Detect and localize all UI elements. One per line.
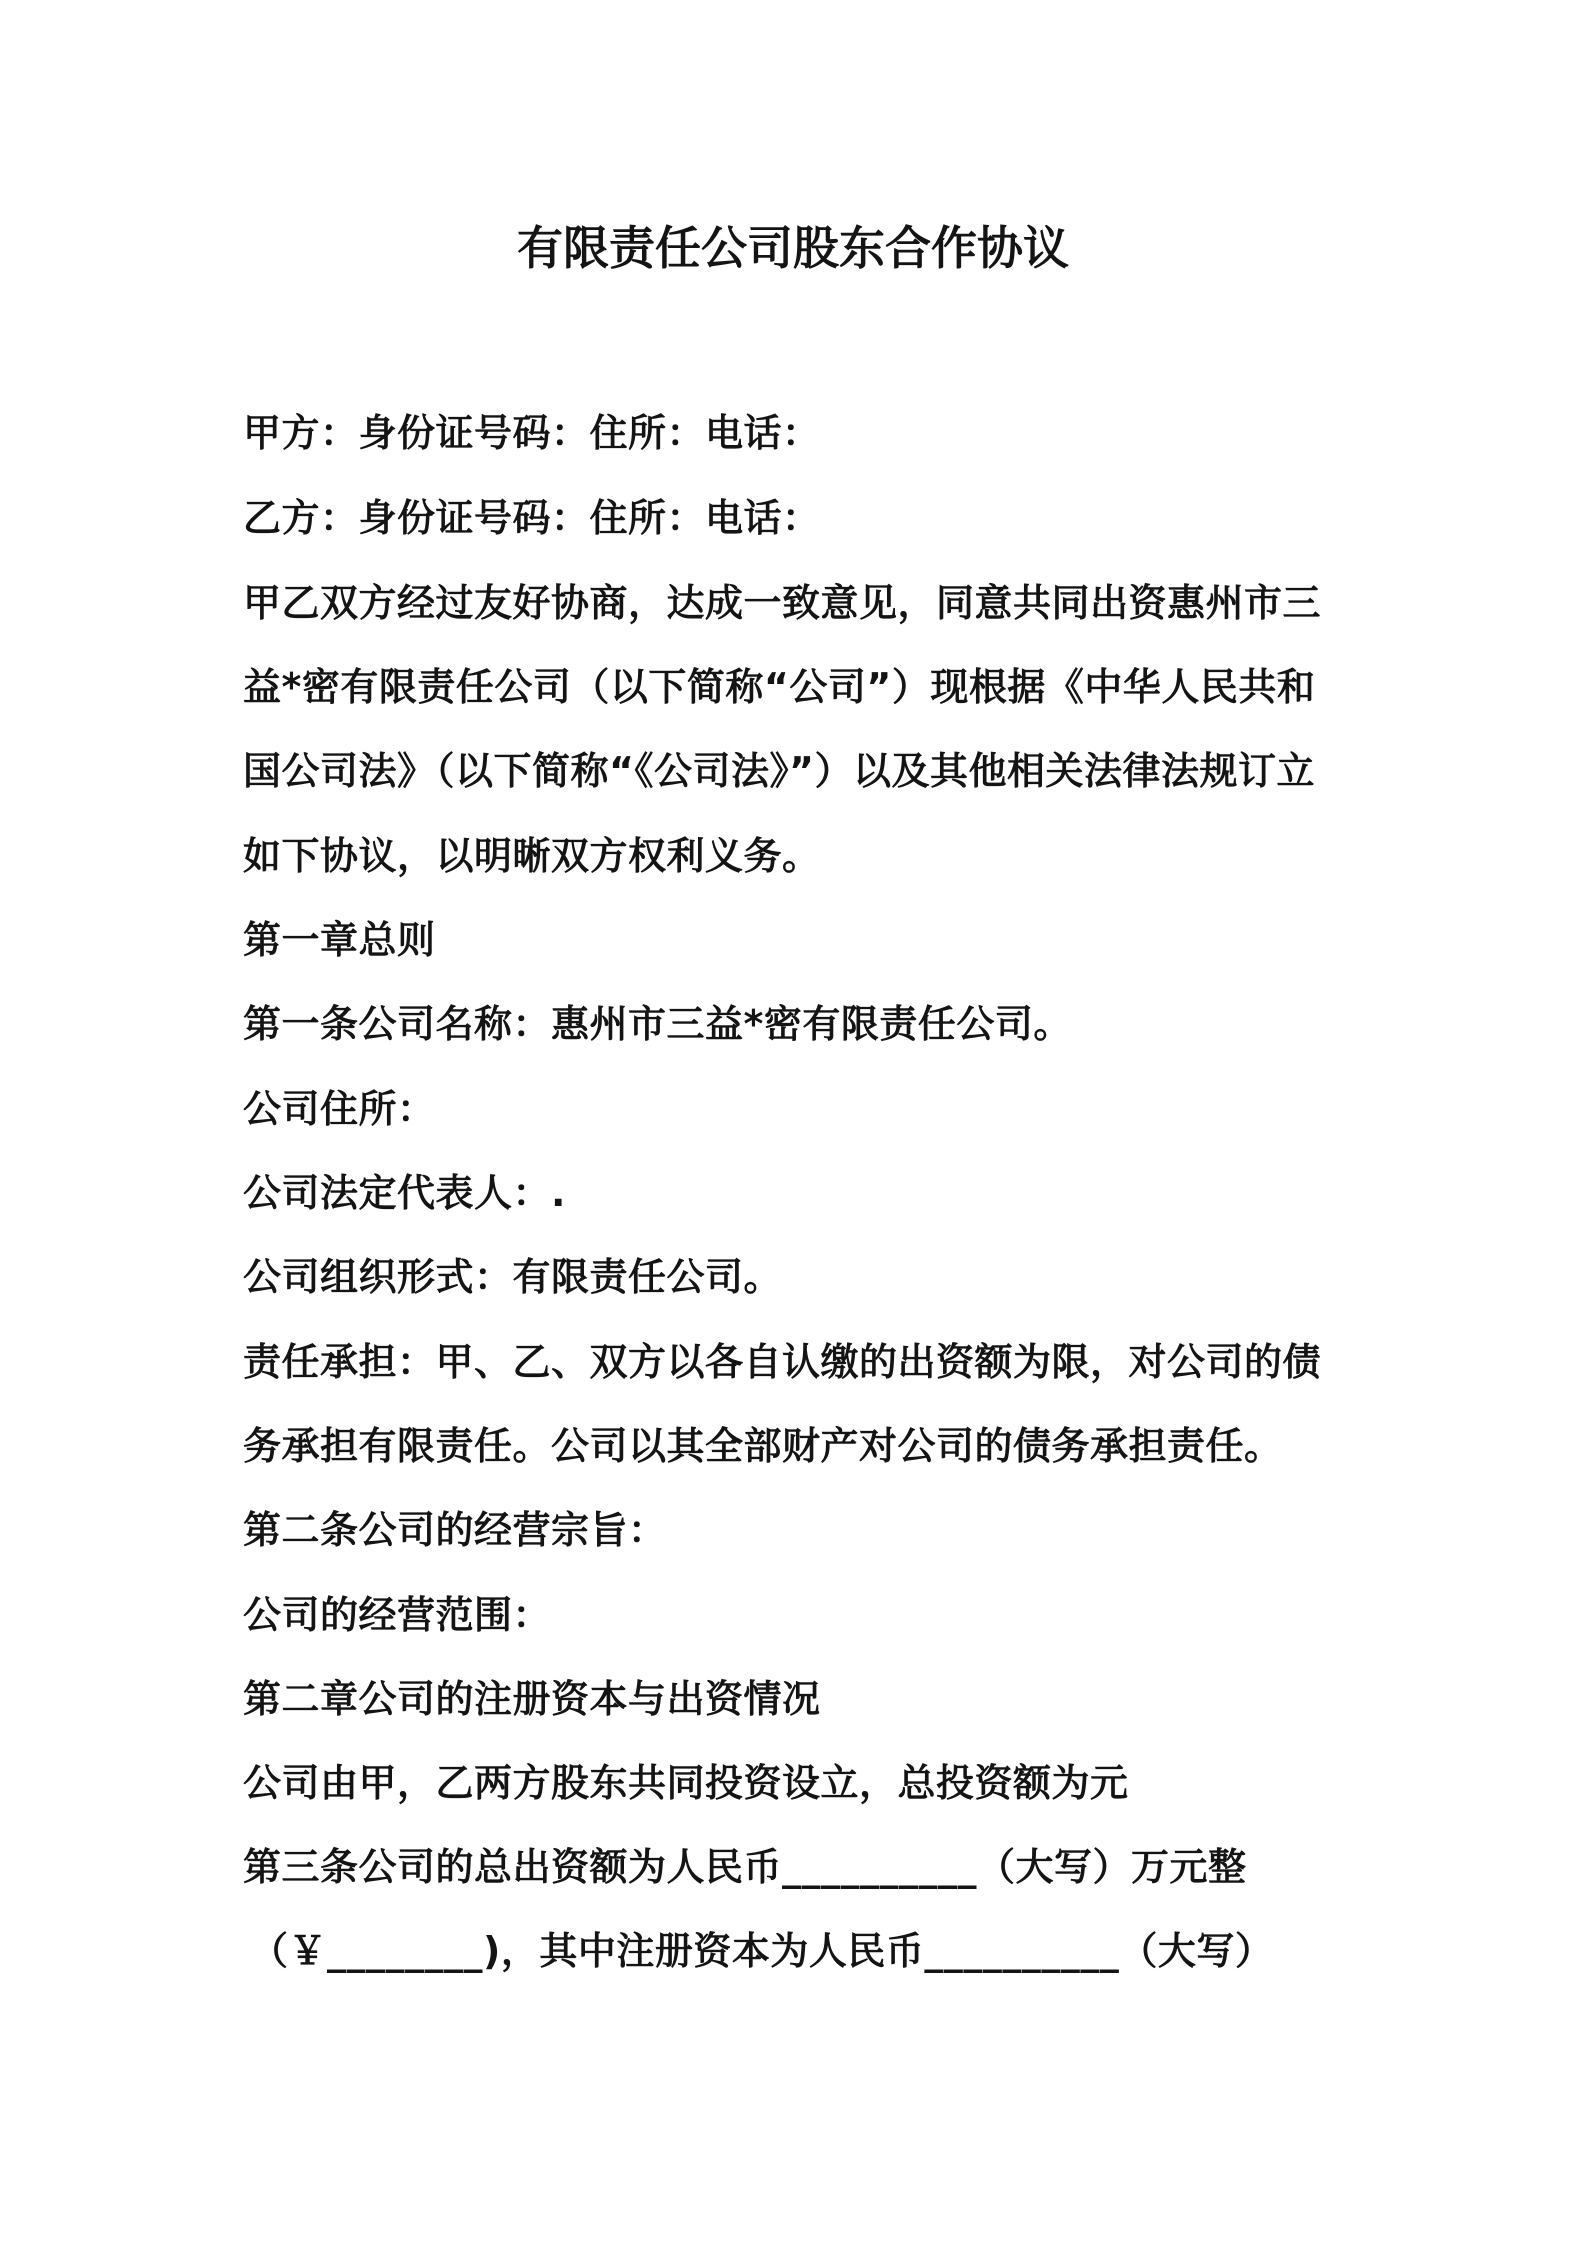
chapter-2-heading: 第二章公司的注册资本与出资情况 [243,1677,821,1721]
article-3-line-1: 第三条公司的总出资额为人民币__________（大写）万元整 [243,1845,1247,1889]
preamble-line-4: 如下协议，以明晰双方权利义务。 [243,834,821,878]
organization-form: 公司组织形式：有限责任公司。 [243,1255,783,1299]
preamble-line-3: 国公司法》（以下简称“《公司法》”）以及其他相关法律法规订立 [243,749,1315,793]
chapter-1-heading: 第一章总则 [243,918,436,962]
party-a-line: 甲方：身份证号码：住所：电话： [243,411,821,455]
liability-line-2: 务承担有限责任。公司以其全部财产对公司的债务承担责任。 [243,1424,1283,1468]
legal-representative: 公司法定代表人：. [243,1171,566,1215]
company-address: 公司住所： [243,1087,436,1131]
article-2-purpose: 第二条公司的经营宗旨： [243,1508,667,1552]
article-3-line-2: （￥________)，其中注册资本为人民币__________（大写） [250,1929,1274,1973]
document-title: 有限责任公司股东合作协议 [517,221,1069,275]
preamble-line-2: 益*密有限责任公司（以下简称“公司”）现根据《中华人民共和 [243,665,1316,709]
preamble-line-1: 甲乙双方经过友好协商，达成一致意见，同意共同出资惠州市三 [243,581,1322,625]
investment-line: 公司由甲，乙两方股东共同投资设立，总投资额为元 [243,1761,1129,1805]
business-scope: 公司的经营范围： [243,1593,552,1637]
article-1-company-name: 第一条公司名称：惠州市三益*密有限责任公司。 [243,1002,1072,1046]
liability-line-1: 责任承担：甲、乙、双方以各自认缴的出资额为限，对公司的债 [243,1340,1322,1384]
party-b-line: 乙方：身份证号码：住所：电话： [243,496,821,540]
